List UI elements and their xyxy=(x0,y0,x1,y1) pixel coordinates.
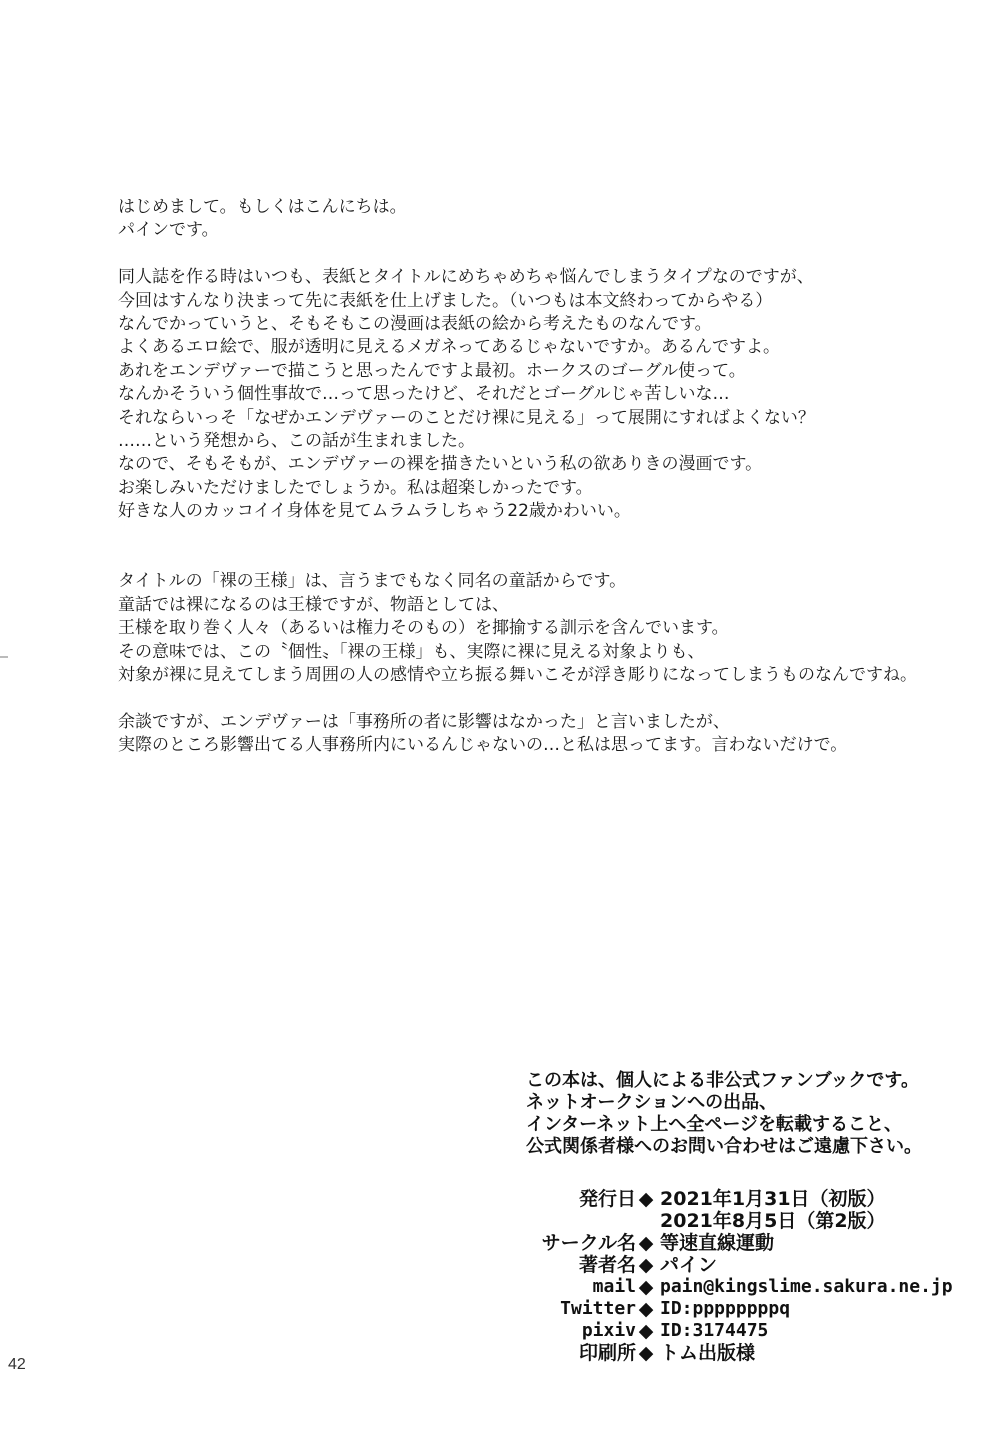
disclaimer-notice xyxy=(526,1070,986,1158)
afterword-line: タイトルの「裸の王様」は、言うまでもなく同名の童話からです。 xyxy=(118,571,627,592)
afterword-line: ……という発想から、この話が生まれました。 xyxy=(118,431,475,452)
afterword-line: 王様を取り巻く人々（あるいは権力そのもの）を揶揄する訓示を含んでいます。 xyxy=(118,618,729,639)
afterword-line: それならいっそ「なぜかエンデヴァーのことだけ裸に見える」って展開にすればよくない？ xyxy=(118,407,815,428)
colophon-row-twitter xyxy=(490,1298,990,1320)
colophon xyxy=(490,1188,990,1364)
colophon-value: 2021年1月31日（初版） xyxy=(660,1188,886,1210)
afterword-line: 実際のところ影響出てる人事務所内にいるんじゃないの…と私は思ってます。言わないだけで。 xyxy=(118,735,848,756)
diamond-icon: ◆ xyxy=(638,1320,654,1342)
afterword-line: 今回はすんなり決まって先に表紙を仕上げました。（いつもは本文終わってからやる） xyxy=(118,290,773,311)
diamond-icon: ◆ xyxy=(638,1188,654,1210)
diamond-icon: ◆ xyxy=(638,1298,654,1320)
colophon-value: ID:3174475 xyxy=(660,1320,769,1341)
diamond-spacer xyxy=(636,1210,656,1232)
notice-line: この本は、個人による非公式ファンブックです。 xyxy=(526,1070,919,1091)
afterword-line: 同人誌を作る時はいつも、表紙とタイトルにめちゃめちゃ悩んでしまうタイプなのですが、 xyxy=(118,267,814,288)
diamond-icon: ◆ xyxy=(638,1276,654,1298)
colophon-row-publish-date xyxy=(490,1188,990,1210)
colophon-label xyxy=(490,1210,636,1232)
colophon-value: 等速直線運動 xyxy=(660,1232,775,1254)
colophon-row-mail xyxy=(490,1276,990,1298)
diamond-icon: ◆ xyxy=(638,1232,654,1254)
colophon-label: Twitter xyxy=(560,1298,636,1319)
colophon-row-printer xyxy=(490,1342,990,1364)
colophon-label: 印刷所 xyxy=(578,1342,636,1364)
afterword-line: あれをエンデヴァーで描こうと思ったんですよ最初。ホークスのゴーグル使って。 xyxy=(118,360,746,381)
afterword-line: よくあるエロ絵で、服が透明に見えるメガネってあるじゃないですか。あるんですよ。 xyxy=(118,337,780,358)
colophon-value: ID:ppppppppq xyxy=(660,1298,791,1319)
notice-line: ネットオークションへの出品、 xyxy=(526,1092,778,1113)
colophon-label: mail xyxy=(592,1276,636,1297)
colophon-label: pixiv xyxy=(581,1320,636,1341)
diamond-icon: ◆ xyxy=(638,1254,654,1276)
colophon-value: 2021年8月5日（第2版） xyxy=(660,1210,886,1232)
colophon-row-author xyxy=(490,1254,990,1276)
scan-speck xyxy=(0,656,8,658)
afterword-line: 余談ですが、エンデヴァーは「事務所の者に影響はなかった」と言いましたが、 xyxy=(118,711,730,732)
diamond-icon: ◆ xyxy=(638,1342,654,1364)
afterword-line: パインです。 xyxy=(118,220,219,241)
afterword-line: なんかそういう個性事故で…って思ったけど、それだとゴーグルじゃ苦しいな… xyxy=(118,384,730,405)
afterword-line xyxy=(118,524,978,547)
notice-line: 公式関係者様へのお問い合わせはご遠慮下さい。 xyxy=(526,1136,922,1157)
colophon-row-circle xyxy=(490,1232,990,1254)
afterword-line: はじめまして。もしくはこんにちは。 xyxy=(118,197,407,217)
colophon-row-second-edition xyxy=(490,1210,990,1232)
afterword-text xyxy=(118,196,978,758)
colophon-value: pain@kingslime.sakura.ne.jp xyxy=(660,1276,953,1297)
afterword-line: お楽しみいただけましたでしょうか。私は超楽しかったです。 xyxy=(118,477,593,498)
colophon-row-pixiv xyxy=(490,1320,990,1342)
afterword-line xyxy=(118,243,978,266)
colophon-value: パイン xyxy=(660,1254,718,1276)
afterword-line: その意味では、この〝個性〟「裸の王様」も、実際に裸に見える対象よりも、 xyxy=(118,641,705,662)
afterword-line: 好きな人のカッコイイ身体を見てムラムラしちゃう22歳かわいい。 xyxy=(118,501,631,522)
colophon-value: トム出版様 xyxy=(660,1342,756,1364)
afterword-line xyxy=(118,547,978,570)
afterword-line: 童話では裸になるのは王様ですが、物語としては、 xyxy=(118,594,509,615)
colophon-label: 著者名 xyxy=(578,1254,636,1276)
notice-line: インターネット上へ全ページを転載すること、 xyxy=(526,1114,903,1135)
afterword-line: なんでかっていうと、そもそもこの漫画は表紙の絵から考えたものなんです。 xyxy=(118,314,712,335)
colophon-label: サークル名 xyxy=(541,1232,636,1254)
colophon-label: 発行日 xyxy=(578,1188,636,1210)
afterword-line xyxy=(118,687,978,710)
page-number: 42 xyxy=(8,1356,26,1373)
afterword-line: なので、そもそもが、エンデヴァーの裸を描きたいという私の欲ありきの漫画です。 xyxy=(118,454,763,475)
afterword-line: 対象が裸に見えてしまう周囲の人の感情や立ち振る舞いこそが浮き彫りになってしまうものなんですね。 xyxy=(118,665,917,686)
